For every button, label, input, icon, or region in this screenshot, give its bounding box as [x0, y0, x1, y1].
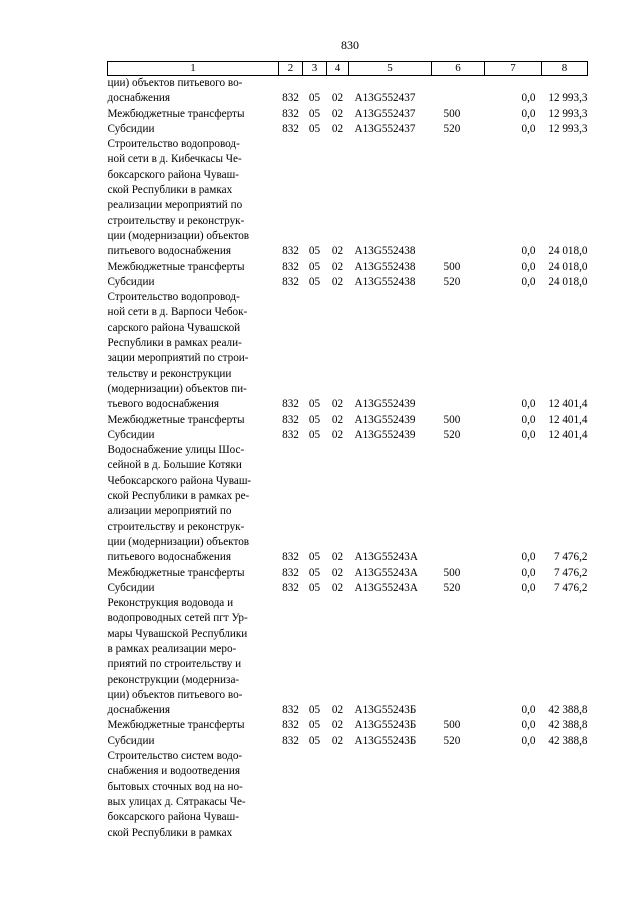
expense-type-code: 520 [443, 581, 461, 594]
subsection-code: 02 [331, 245, 344, 258]
table-row [108, 76, 588, 107]
row-description [108, 290, 279, 412]
section-code: 05 [308, 92, 321, 105]
ministry-code: 832 [282, 122, 299, 135]
description-line: Республики в рамках реали- [107, 337, 242, 350]
subsection-code: 02 [331, 275, 344, 288]
amount-change: 0,0 [521, 275, 536, 288]
row-description [108, 122, 279, 137]
description-line: Водоснабжение улицы Шос- [107, 444, 245, 457]
section-code [303, 749, 327, 841]
description-line: снабжения и водоотведения [107, 765, 240, 778]
ministry-code: 832 [282, 734, 299, 747]
table-body [108, 76, 588, 841]
section-code: 05 [308, 428, 321, 441]
table-row [108, 749, 588, 841]
description-line: вых улицах д. Сятракасы Че- [107, 795, 246, 808]
section-code: 05 [308, 245, 321, 258]
subsection-code: 02 [331, 428, 344, 441]
ministry-code: 832 [282, 428, 299, 441]
section-code: 05 [308, 581, 321, 594]
ministry-code: 832 [282, 275, 299, 288]
section-code: 05 [308, 551, 321, 564]
target-article-code: А13G552438 [354, 275, 416, 288]
target-article-code: А13G55243А [354, 581, 418, 594]
ministry-code: 832 [282, 719, 299, 732]
column-header: 3 [303, 62, 327, 76]
target-article-code: А13G55243А [354, 551, 418, 564]
description-line: приятий по строительству и [107, 658, 242, 671]
target-article-code: А13G552437 [354, 92, 416, 105]
column-header: 4 [327, 62, 349, 76]
section-code: 05 [308, 413, 321, 426]
description-line: ции (модернизации) объектов [107, 535, 250, 548]
ministry-code: 832 [282, 245, 299, 258]
row-description [108, 413, 279, 428]
ministry-code: 832 [282, 92, 299, 105]
description-line: сарского района Чувашской [107, 321, 241, 334]
target-article-code: А13G552439 [354, 398, 416, 411]
target-article-code: А13G552437 [354, 122, 416, 135]
column-header: 2 [279, 62, 303, 76]
amount-total: 24 018,0 [548, 260, 588, 273]
description-line: строительству и реконструк- [107, 214, 245, 227]
amount-total [542, 749, 588, 841]
table-row [108, 734, 588, 749]
description-line: боксарского района Чуваш- [107, 168, 239, 181]
description-line: Субсидии [107, 275, 155, 288]
description-line: доснабжения [107, 92, 171, 105]
target-article-code: А13G55243А [354, 566, 418, 579]
expense-type-code: 500 [443, 413, 461, 426]
amount-total: 12 401,4 [548, 428, 588, 441]
description-line: боксарского района Чуваш- [107, 811, 239, 824]
amount-total: 7 476,2 [553, 581, 588, 594]
subsection-code: 02 [331, 566, 344, 579]
amount-total: 7 476,2 [553, 551, 588, 564]
target-article-code: А13G55243Б [354, 734, 417, 747]
description-line: Чебоксарского района Чуваш- [107, 474, 252, 487]
row-description [108, 107, 279, 122]
description-line: Межбюджетные трансферты [107, 107, 245, 120]
expense-type-code [432, 749, 485, 841]
description-line: доснабжения [107, 704, 171, 717]
expense-type-code [432, 290, 485, 412]
column-header: 6 [432, 62, 485, 76]
column-header: 5 [349, 62, 432, 76]
table-row [108, 137, 588, 259]
amount-change: 0,0 [521, 551, 536, 564]
description-line: ализации мероприятий по [107, 505, 232, 518]
description-line: тельству и реконструкции [107, 367, 232, 380]
target-article-code: А13G552437 [354, 107, 416, 120]
description-line: Межбюджетные трансферты [107, 260, 245, 273]
expense-type-code [432, 76, 485, 107]
expense-type-code: 500 [443, 107, 461, 120]
amount-total: 24 018,0 [548, 275, 588, 288]
ministry-code: 832 [282, 581, 299, 594]
table-header-row [108, 62, 588, 76]
description-line: бытовых сточных вод на но- [107, 780, 243, 793]
description-line: питьевого водоснабжения [107, 245, 231, 258]
subsection-code [327, 749, 349, 841]
amount-total: 12 993,3 [548, 107, 588, 120]
description-line: ской Республики в рамках [107, 184, 233, 197]
description-line: Субсидии [107, 122, 155, 135]
expense-type-code: 520 [443, 275, 461, 288]
subsection-code: 02 [331, 122, 344, 135]
amount-total: 42 388,8 [548, 704, 588, 717]
description-line: Реконструкция водовода и [107, 597, 234, 610]
expense-type-code: 500 [443, 719, 461, 732]
ministry-code: 832 [282, 413, 299, 426]
amount-total: 12 401,4 [548, 398, 588, 411]
ministry-code: 832 [282, 107, 299, 120]
target-article-code: А13G552439 [354, 413, 416, 426]
description-line: реконструкции (модерниза- [107, 673, 240, 686]
description-line: ной сети в д. Кибечкасы Че- [107, 153, 242, 166]
subsection-code: 02 [331, 704, 344, 717]
description-line: тьевого водоснабжения [107, 398, 219, 411]
row-description [108, 581, 279, 596]
description-line: Межбюджетные трансферты [107, 566, 245, 579]
description-line: Строительство водопровод- [107, 291, 240, 304]
description-line: Строительство водопровод- [107, 138, 240, 151]
table-row [108, 718, 588, 733]
expense-type-code: 520 [443, 428, 461, 441]
target-article-code [349, 749, 432, 841]
description-line: зации мероприятий по строи- [107, 352, 249, 365]
section-code: 05 [308, 566, 321, 579]
ministry-code: 832 [282, 551, 299, 564]
target-article-code: А13G552439 [354, 428, 416, 441]
column-header: 1 [108, 62, 279, 76]
page-number: 830 [341, 38, 359, 52]
amount-change: 0,0 [521, 719, 536, 732]
amount-change: 0,0 [521, 92, 536, 105]
expense-type-code: 520 [443, 122, 461, 135]
section-code: 05 [308, 704, 321, 717]
description-line: водопроводных сетей пгт Ур- [107, 612, 248, 625]
row-description [108, 428, 279, 443]
table-row [108, 413, 588, 428]
row-description [108, 734, 279, 749]
description-line: Субсидии [107, 734, 155, 747]
description-line: реализации мероприятий по [107, 199, 243, 212]
row-description [108, 76, 279, 107]
amount-total: 12 993,3 [548, 122, 588, 135]
row-description [108, 443, 279, 565]
amount-change: 0,0 [521, 260, 536, 273]
table-row [108, 260, 588, 275]
description-line: в рамках реализации меро- [107, 642, 237, 655]
description-line: Межбюджетные трансферты [107, 413, 245, 426]
amount-change [485, 749, 542, 841]
ministry-code: 832 [282, 398, 299, 411]
section-code: 05 [308, 260, 321, 273]
row-description [108, 749, 279, 841]
description-line: ной сети в д. Варпоси Чебок- [107, 306, 248, 319]
row-description [108, 718, 279, 733]
description-line: ции) объектов питьевого во- [107, 77, 243, 89]
table-row [108, 122, 588, 137]
section-code: 05 [308, 122, 321, 135]
description-line: ции) объектов питьевого во- [107, 688, 243, 701]
expense-type-code: 500 [443, 566, 461, 579]
subsection-code: 02 [331, 260, 344, 273]
amount-change: 0,0 [521, 566, 536, 579]
amount-change: 0,0 [521, 581, 536, 594]
table-row [108, 428, 588, 443]
description-line: Субсидии [107, 428, 155, 441]
subsection-code: 02 [331, 581, 344, 594]
amount-change: 0,0 [521, 413, 536, 426]
description-line: Межбюджетные трансферты [107, 719, 245, 732]
column-header: 8 [542, 62, 588, 76]
description-line: строительству и реконструк- [107, 520, 245, 533]
amount-change: 0,0 [521, 122, 536, 135]
description-line: мары Чувашской Республики [107, 627, 248, 640]
amount-total: 42 388,8 [548, 734, 588, 747]
amount-change: 0,0 [521, 107, 536, 120]
description-line: Субсидии [107, 581, 155, 594]
table-row [108, 275, 588, 290]
expense-type-code [432, 137, 485, 259]
amount-total: 24 018,0 [548, 245, 588, 258]
row-description [108, 596, 279, 718]
amount-total: 12 993,3 [548, 92, 588, 105]
row-description [108, 260, 279, 275]
row-description [108, 566, 279, 581]
section-code: 05 [308, 719, 321, 732]
table-row [108, 566, 588, 581]
amount-change: 0,0 [521, 245, 536, 258]
target-article-code: А13G552438 [354, 245, 416, 258]
amount-total: 7 476,2 [553, 566, 588, 579]
target-article-code: А13G55243Б [354, 719, 417, 732]
amount-total: 12 401,4 [548, 413, 588, 426]
ministry-code [279, 749, 303, 841]
subsection-code: 02 [331, 92, 344, 105]
ministry-code: 832 [282, 260, 299, 273]
section-code: 05 [308, 734, 321, 747]
description-line: ской Республики в рамках [107, 826, 233, 839]
budget-table [107, 61, 588, 841]
target-article-code: А13G55243Б [354, 704, 417, 717]
expense-type-code: 520 [443, 734, 461, 747]
description-line: (модернизации) объектов пи- [107, 382, 247, 395]
table-row [108, 581, 588, 596]
expense-type-code: 500 [443, 260, 461, 273]
row-description [108, 275, 279, 290]
section-code: 05 [308, 275, 321, 288]
table-row [108, 443, 588, 565]
table-row [108, 596, 588, 718]
table-row [108, 107, 588, 122]
table-row [108, 290, 588, 412]
row-description [108, 137, 279, 259]
amount-change: 0,0 [521, 428, 536, 441]
subsection-code: 02 [331, 398, 344, 411]
subsection-code: 02 [331, 107, 344, 120]
subsection-code: 02 [331, 551, 344, 564]
description-line: сейной в д. Большие Котяки [107, 459, 242, 472]
target-article-code: А13G552438 [354, 260, 416, 273]
subsection-code: 02 [331, 719, 344, 732]
description-line: ции (модернизации) объектов [107, 229, 250, 242]
column-header: 7 [485, 62, 542, 76]
subsection-code: 02 [331, 413, 344, 426]
subsection-code: 02 [331, 734, 344, 747]
ministry-code: 832 [282, 704, 299, 717]
section-code: 05 [308, 107, 321, 120]
expense-type-code [432, 443, 485, 565]
ministry-code: 832 [282, 566, 299, 579]
amount-change: 0,0 [521, 398, 536, 411]
amount-change: 0,0 [521, 734, 536, 747]
amount-total: 42 388,8 [548, 719, 588, 732]
amount-change: 0,0 [521, 704, 536, 717]
expense-type-code [432, 596, 485, 718]
description-line: ской Республики в рамках ре- [107, 490, 250, 503]
description-line: питьевого водоснабжения [107, 551, 231, 564]
section-code: 05 [308, 398, 321, 411]
description-line: Строительство систем водо- [107, 750, 243, 763]
